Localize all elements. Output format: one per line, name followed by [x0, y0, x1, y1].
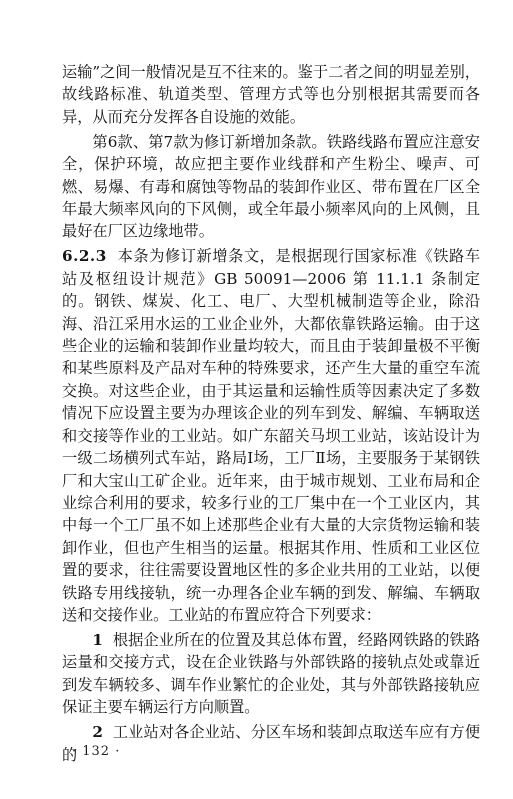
list-item-number: 2 — [92, 723, 103, 742]
paragraph-continuation — [62, 61, 480, 128]
list-item-number: 1 — [92, 630, 103, 649]
section-text: 本条为修订新增条文，是根据现行国家标准《铁路车站及枢纽设计规范》GB 50091—2006 第 11.1.1 条制定的。钢铁、煤炭、化工、电厂、大型机械制造等企业，除沿海、沿江采用水运的工业企业外，大都依靠铁路运输。由于这些企业的运输和装卸作业量均较大，而且由于装卸量极不平衡和某些原料及产品对车种的特殊要求，还产生大量的重空车流交换。对这些企业，由于其运量和运输性质等因素决定了多数情况下应设置主要为办理该企业的列车到发、解编、车辆取送和交接等作业的工业站。如广东韶关马坝工业站，该站设计为一级二场横列式车站，路局Ⅰ场，工厂Ⅱ场，主要服务于某钢铁厂和大宝山工矿企业。近年来，由于城市规划、工业布局和企业综合利用的要求，较多行业的工厂集中在一个工业区内，其中每一个工厂虽不如上述那些企业有大量的大宗货物运输和装卸作业，但也产生相当的运量。根据其作用、性质和工业区位置的要求，往往需要设置地区性的多企业共用的工业站，以便铁路专用线接轨，统一办理各企业车辆的到发、解编、车辆取送和交接作业。工业站的布置应符合下列要求： — [62, 247, 480, 624]
list-item-1 — [62, 629, 480, 719]
list-item-text: 工业站对各企业站、分区车场和装卸点取送车应有方便的 — [62, 723, 481, 764]
list-item-2 — [62, 721, 480, 766]
page-number: · 132 · — [72, 744, 121, 759]
section-6-2-3 — [62, 245, 480, 626]
body-text — [62, 61, 480, 769]
paragraph-text: 第6款、第7款为修订新增加条款。铁路线路布置应注意安全，保护环境，故应把主要作业线群和产生粉尘、噪声、可燃、易爆、有毒和腐蚀等物品的装卸作业区、带布置在厂区全年最大频率风向的下风侧，或全年最小频率风向的上风侧，且最好在厂区边缘地带。 — [62, 132, 480, 241]
list-item-text: 根据企业所在的位置及其总体布置，经路网铁路的铁路运量和交接方式，设在企业铁路与外部铁路的接轨点处或靠近到发车辆较多、调车作业繁忙的企业处，其与外部铁路接轨应保证主要车辆运行方向顺置。 — [62, 630, 481, 717]
paragraph-text: 运输”之间一般情况是互不往来的。鉴于二者之间的明显差别，故线路标准、轨道类型、管理方式等也分别根据其需要而各异，从而充分发挥各自设施的效能。 — [62, 63, 480, 126]
section-number: 6.2.3 — [62, 247, 107, 266]
paragraph-clauses-6-7 — [62, 131, 480, 243]
